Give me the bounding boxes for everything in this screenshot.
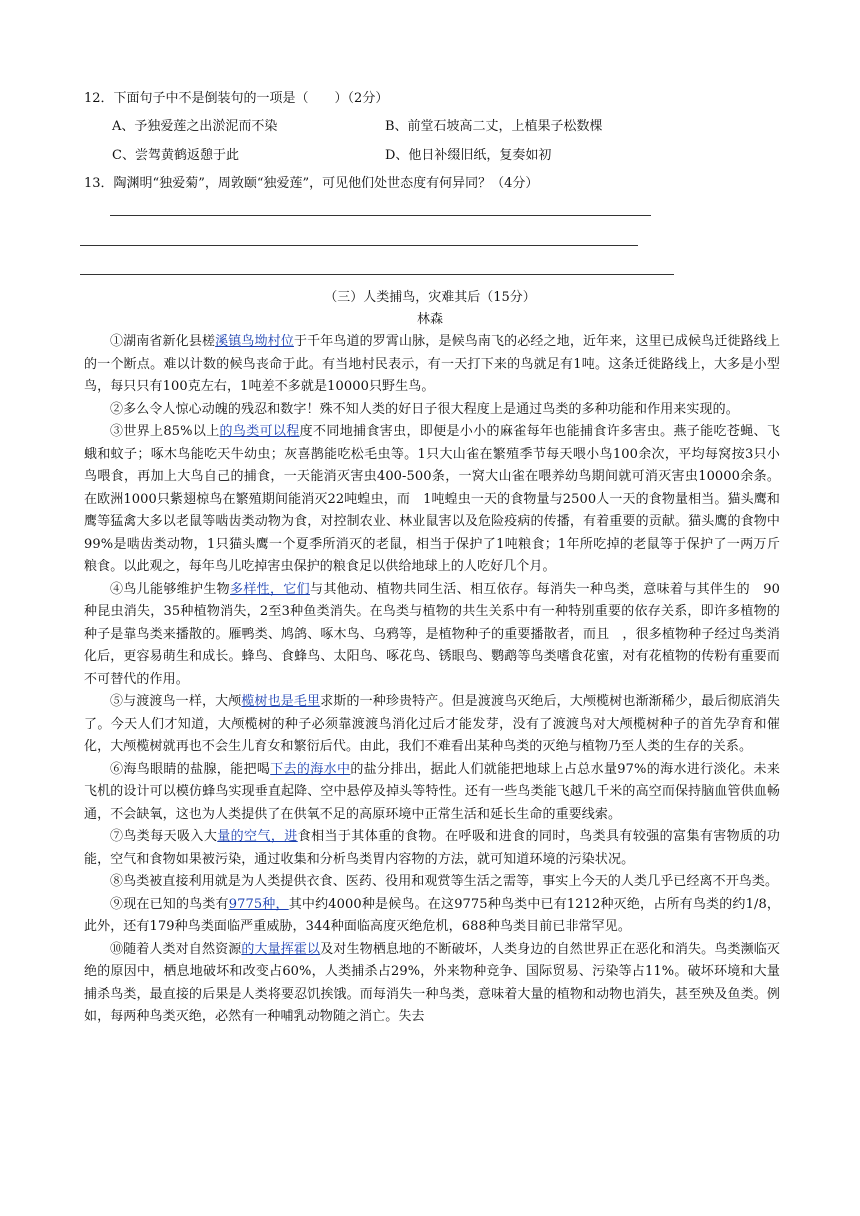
question-13-stem: 13．陶渊明“独爱菊”，周敦颐“独爱莲”，可见他们处世态度有何异同？（4分）	[84, 176, 539, 191]
question-12-option-a: A、予独爱莲之出淤泥而不染	[112, 119, 278, 134]
paragraph-4: ④鸟儿能够维护生物多样性，它们与其他动、植物共同生活、相互依存。每消失一种鸟类，意味着与其伴生的 90 种昆虫消失，35种植物消失，2至3种鱼类消失。在鸟类与植物的共生关系中有一种特别重要的依存关系，即许多植物的种子是靠鸟类来播散的。雁鸭类、鸠鸽、啄木鸟、乌鸦等，是植物种子的重要播散者，而且 ，很多植物种子经过鸟类消化后，更容易萌生和成长。蜂鸟、食蜂鸟、太阳鸟、啄花鸟、锈眼鸟、鹦鹉等鸟类嗜食花蜜，对有花植物的传粉有重要而不可替代的作用。	[84, 581, 794, 687]
question-12-option-c: C、尝驾黄鹤返憩于此	[112, 148, 239, 163]
paragraph-5: ⑤与渡渡鸟一样，大颅榄树也是毛里求斯的一种珍贵特产。但是渡渡鸟灭绝后，大颅榄树也渐渐稀少，最后彻底消失了。今天人们才知道，大颅榄树的种子必须靠渡渡鸟消化过后才能发芽，没有了渡渡鸟对大颅榄树种子的首先孕育和催化，大颅榄树就再也不会生儿育女和繁衍后代。由此，我们不难看出某种鸟类的灭绝与植物乃至人类的生存的关系。	[84, 694, 780, 754]
article-body	[84, 331, 794, 1029]
paragraph-6: ⑥海鸟眼睛的盐腺，能把喝下去的海水中的盐分排出，据此人们就能把地球上占总水量97%的海水进行淡化。未来飞机的设计可以模仿蜂鸟实现垂直起降、空中悬停及掉头等特性。还有一些鸟类能飞越几千米的高空而保持脑血管供血畅通，不会缺氧，这也为人类提供了在供氧不足的高原环境中正常生活和延长生命的重要线索。	[84, 761, 780, 822]
paragraph-4-link[interactable]: 多样性，它们	[229, 581, 310, 597]
answer-line-1	[110, 215, 651, 216]
paragraph-1: ①湖南省新化县槎溪镇鸟坳村位于千年鸟道的罗霄山脉，是候鸟南飞的必经之地，近年来，这里已成候鸟迁徙路线上的一个断点。难以计数的候鸟丧命于此。有当地村民表示，有一天打下来的鸟就足有1吨。这条迁徙路线上，大多是小型鸟，每只只有100克左右，1吨差不多就是10000只野生鸟。	[84, 334, 780, 394]
question-12-option-b: B、前堂石坡高二丈，上植果子松数棵	[385, 119, 603, 134]
paragraph-9: ⑨现在已知的鸟类有9775种，其中约4000种是候鸟。在这9775种鸟类中已有1212种灭绝，占所有鸟类的约1/8，此外，还有179种鸟类面临严重威胁，344种面临高度灭绝危机，688种鸟类目前已非常罕见。	[84, 896, 781, 934]
paragraph-8: ⑧鸟类被直接利用就是为人类提供衣食、医药、役用和观赏等生活之需等，事实上今天的人类几乎已经离不开鸟类。	[110, 874, 779, 889]
paragraph-6-link[interactable]: 下去的海水中	[270, 761, 351, 777]
question-12-option-d: D、他日补缀旧纸，复奏如初	[385, 148, 552, 163]
paragraph-9-link[interactable]: 9775种，	[228, 896, 289, 912]
paragraph-3: ③世界上85%以上的鸟类可以程度不同地捕食害虫，即便是小小的麻雀每年也能捕食许多害虫。燕子能吃苍蝇、飞蛾和蚊子；啄木鸟能吃天牛幼虫；灰喜鹊能吃松毛虫等。1只大山雀在繁殖季节每天喂小鸟100余次，平均每窝按3只小鸟喂食，再加上大鸟自己的捕食，一天能消灭害虫400-500条，一窝大山雀在喂养幼鸟期间就可消灭害虫10000余条。在欧洲1000只紫翅椋鸟在繁殖期间能消灭22吨蝗虫，而 1吨蝗虫一天的食物量与2500人一天的食物量相当。猫头鹰和鹰等猛禽大多以老鼠等啮齿类动物为食，对控制农业、林业鼠害以及危险疫病的传播，有着重要的贡献。猫头鹰的食物中99%是啮齿类动物，1只猫头鹰一个夏季所消灭的老鼠，相当于保护了1吨粮食；1年所吃掉的老鼠等于保护了一两万斤粮食。以此观之，每年鸟儿吃掉害虫保护的粮食足以供给地球上的人吃好几个月。	[84, 424, 780, 574]
answer-line-3	[80, 274, 674, 275]
paragraph-7: ⑦鸟类每天吸入大量的空气，进食相当于其体重的食物。在呼吸和进食的同时，鸟类具有较强的富集有害物质的功能，空气和食物如果被污染，通过收集和分析鸟类胃内容物的方法，就可知道环境的污染状况。	[84, 829, 780, 867]
section-title: （三）人类捕鸟，灾难其后（15分）	[324, 290, 536, 305]
answer-line-2	[80, 245, 638, 246]
question-12-stem: 12．下面句子中不是倒装句的一项是（ ）（2分）	[84, 91, 389, 106]
paragraph-10: ⑩随着人类对自然资源的大量挥霍以及对生物栖息地的不断破坏，人类身边的自然世界正在恶化和消失。鸟类濒临灭绝的原因中，栖息地破坏和改变占60%，人类捕杀占29%，外来物种竞争、国际贸易、污染等占11%。破坏环境和大量捕杀鸟类，最直接的后果是人类将要忍饥挨饿。而每消失一种鸟类，意味着大量的植物和动物也消失，甚至殃及鱼类。例如，每两种鸟类灭绝，必然有一种哺乳动物随之消亡。失去	[84, 941, 780, 1024]
paragraph-2: ②多么令人惊心动魄的残忍和数字！殊不知人类的好日子很大程度上是通过鸟类的多种功能和作用来实现的。	[110, 401, 739, 417]
author: 林森	[416, 312, 443, 327]
paragraph-7-link[interactable]: 量的空气，进	[217, 829, 298, 844]
paragraph-5-link[interactable]: 榄树也是毛里	[241, 694, 321, 709]
paragraph-10-link[interactable]: 的大量挥霍以	[241, 941, 321, 957]
paragraph-3-link[interactable]: 的鸟类可以程	[219, 424, 300, 439]
paragraph-1-link[interactable]: 溪镇鸟坳村位	[215, 334, 294, 349]
